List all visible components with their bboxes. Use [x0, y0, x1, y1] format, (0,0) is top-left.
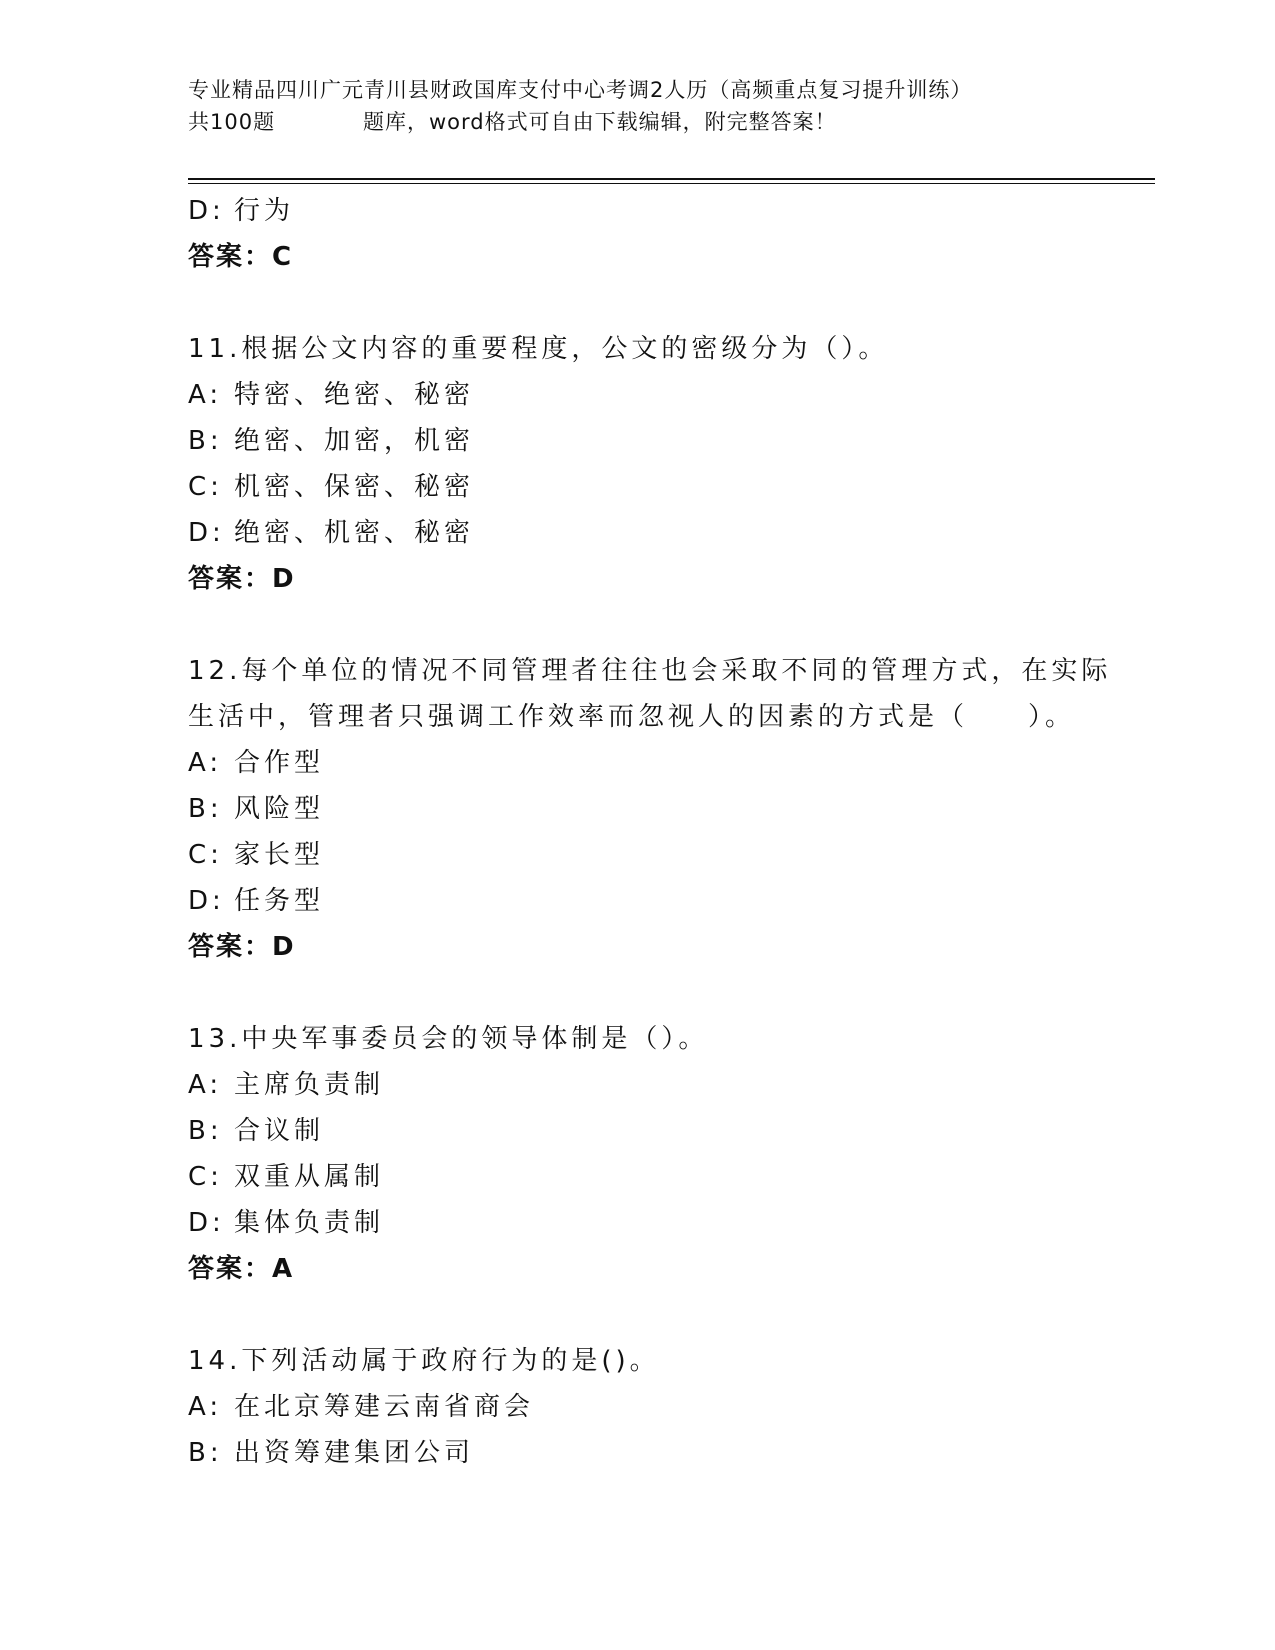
question-stem: 12.每个单位的情况不同管理者往往也会采取不同的管理方式，在实际	[188, 656, 1112, 686]
option-letter: C:	[188, 472, 223, 502]
option-letter: C:	[188, 1162, 223, 1192]
option-letter: D:	[188, 886, 225, 916]
option-item	[188, 464, 1088, 510]
page-header	[188, 74, 1088, 138]
option-letter: B:	[188, 794, 223, 824]
option-text: 行为	[234, 196, 295, 226]
spacer	[188, 1292, 1088, 1338]
spacer	[188, 280, 1088, 326]
option-item	[188, 188, 1088, 234]
option-letter: D:	[188, 518, 225, 548]
option-letter: B:	[188, 1116, 223, 1146]
option-text: 风险型	[234, 794, 325, 824]
answer-line: 答案：C	[188, 242, 294, 272]
option-letter: B:	[188, 426, 223, 456]
option-item	[188, 1062, 1088, 1108]
option-item	[188, 786, 1088, 832]
answer-line: 答案：D	[188, 564, 296, 594]
option-text: 特密、绝密、秘密	[234, 380, 475, 410]
spacer	[188, 970, 1088, 1016]
question-list	[188, 188, 1112, 1476]
option-item	[188, 418, 1088, 464]
option-text: 绝密、机密、秘密	[234, 518, 475, 548]
option-text: 绝密、加密，机密	[234, 426, 475, 456]
option-item	[188, 832, 1088, 878]
option-letter: D:	[188, 196, 225, 226]
option-text: 集体负责制	[234, 1208, 385, 1238]
answer-line: 答案：D	[188, 932, 296, 962]
option-text: 双重从属制	[234, 1162, 385, 1192]
option-item	[188, 1108, 1088, 1154]
option-letter: D:	[188, 1208, 225, 1238]
option-item	[188, 740, 1088, 786]
question-stem-continued: 生活中，管理者只强调工作效率而忽视人的因素的方式是（ ）。	[188, 702, 1076, 732]
option-item	[188, 372, 1088, 418]
answer-line: 答案：A	[188, 1254, 295, 1284]
option-letter: A:	[188, 1070, 223, 1100]
option-text: 合作型	[234, 748, 325, 778]
option-item	[188, 1200, 1088, 1246]
option-text: 出资筹建集团公司	[234, 1438, 475, 1468]
option-item	[188, 510, 1088, 556]
header-description: 题库，word格式可自由下载编辑，附完整答案！	[363, 110, 837, 134]
option-text: 机密、保密、秘密	[234, 472, 475, 502]
header-divider-thick	[188, 178, 1155, 180]
option-letter: A:	[188, 1392, 223, 1422]
option-text: 在北京筹建云南省商会	[234, 1392, 535, 1422]
option-item	[188, 1384, 1088, 1430]
option-item	[188, 1154, 1088, 1200]
question-stem: 11.根据公文内容的重要程度，公文的密级分为（）。	[188, 334, 889, 364]
option-letter: A:	[188, 748, 223, 778]
header-divider-thin	[188, 183, 1155, 184]
question-count: 共100题	[188, 110, 276, 134]
option-text: 任务型	[234, 886, 325, 916]
header-title: 专业精品四川广元青川县财政国库支付中心考调2人历（高频重点复习提升训练）	[188, 78, 973, 102]
option-item	[188, 1430, 1088, 1476]
question-stem: 14.下列活动属于政府行为的是()。	[188, 1346, 660, 1376]
header-subtitle	[188, 106, 1088, 138]
spacer	[188, 602, 1088, 648]
option-letter: B:	[188, 1438, 223, 1468]
option-text: 合议制	[234, 1116, 325, 1146]
question-stem: 13.中央军事委员会的领导体制是（）。	[188, 1024, 709, 1054]
option-text: 家长型	[234, 840, 325, 870]
option-item	[188, 878, 1088, 924]
option-letter: A:	[188, 380, 223, 410]
option-letter: C:	[188, 840, 223, 870]
option-text: 主席负责制	[234, 1070, 385, 1100]
